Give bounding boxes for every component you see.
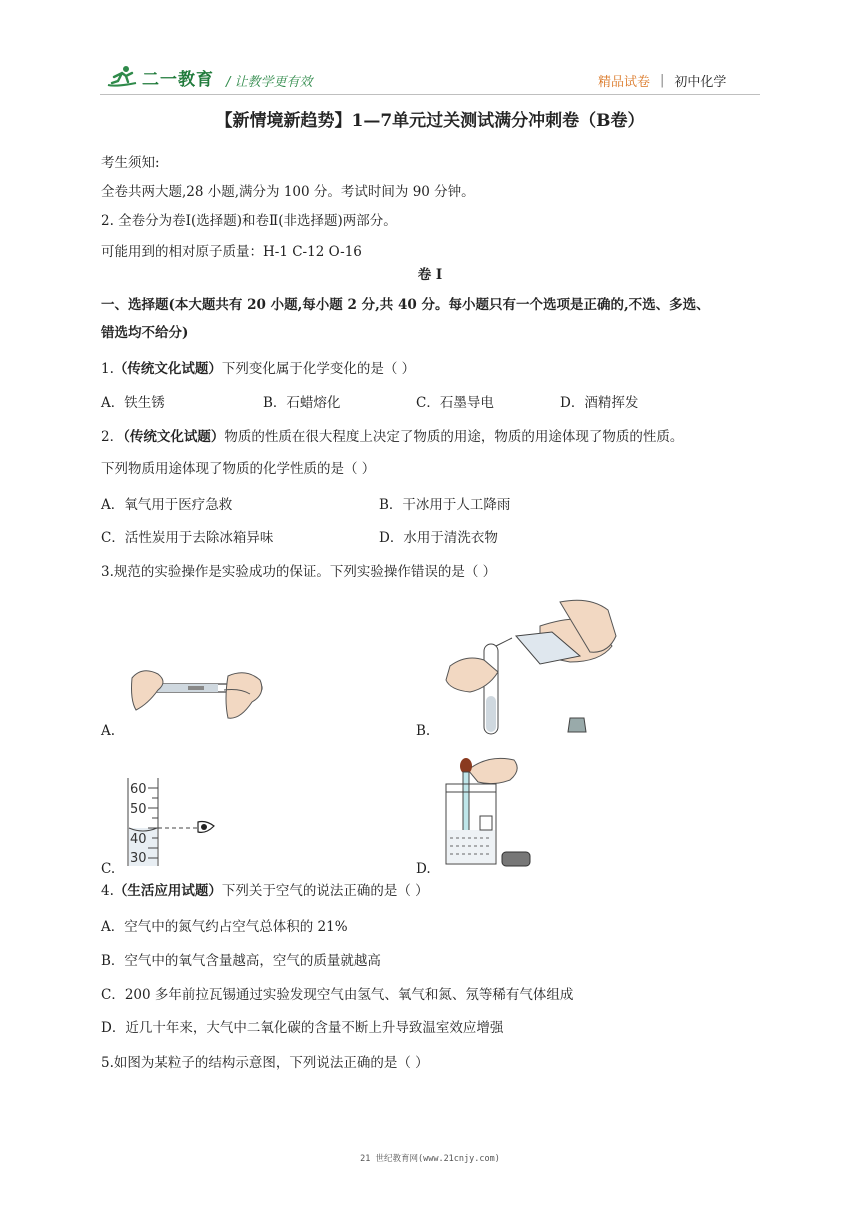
q2-number: 2．	[101, 429, 124, 445]
q4-option-b: B．空气中的氧气含量越高，空气的质量就越高	[101, 953, 381, 969]
q3-label-a: A.	[101, 723, 116, 739]
header-divider	[100, 94, 760, 95]
q4-option-c: C．200 多年前拉瓦锡通过实验发现空气由氢气、氧气和氮、氖等稀有气体组成	[101, 987, 574, 1003]
q3-label-d: D.	[416, 861, 431, 877]
question-5: 5.如图为某粒子的结构示意图，下列说法正确的是（ ）	[101, 1055, 429, 1071]
q2-option-a: A．氧气用于医疗急救	[101, 497, 233, 513]
q2-tag: （传统文化试题）	[123, 429, 225, 445]
q2-option-b: B．干冰用于人工降雨	[379, 497, 511, 513]
q3-figure-c-cylinder-reading	[118, 776, 228, 868]
q4-stem: 下列关于空气的说法正确的是（ ）	[221, 883, 429, 899]
question-3: 3.规范的实验操作是实验成功的保证。下列实验操作错误的是（ ）	[101, 564, 497, 580]
slogan: / 让教学更有效	[226, 75, 313, 90]
subject-label: 初中化学	[674, 75, 727, 90]
q1-option-a: A．铁生锈	[101, 395, 165, 411]
q2-stem-line-2: 下列物质用途体现了物质的化学性质的是（ ）	[101, 461, 376, 477]
notice-line-1: 全卷共两大题,28 小题,满分为 100 分。考试时间为 90 分钟。	[101, 184, 475, 200]
question-1	[101, 360, 415, 378]
paper-title: 【新情境新趋势】1—7单元过关测试满分冲刺卷（B卷）	[215, 111, 645, 131]
q1-tag: （传统文化试题）	[113, 361, 222, 377]
cylinder-tick-60: 60	[130, 782, 147, 797]
notice-heading: 考生须知:	[101, 155, 160, 171]
q2-stem: 物质的性质在很大程度上决定了物质的用途，物质的用途体现了物质的性质。	[224, 429, 684, 445]
volume-label: 卷 Ⅰ	[417, 267, 443, 283]
q3-figure-b-pouring-liquid	[440, 596, 660, 741]
q3-label-b: B.	[416, 723, 431, 739]
q1-option-c: C．石墨导电	[416, 395, 494, 411]
question-2	[101, 428, 683, 446]
paper-tag: 精品试卷	[598, 75, 651, 90]
q4-tag: （生活应用试题）	[113, 883, 222, 899]
q4-number: 4.	[101, 883, 114, 899]
header-separator: |	[660, 73, 665, 88]
notice-line-3: 可能用到的相对原子质量：H-1 C-12 O-16	[101, 244, 362, 260]
q4-option-d: D．近几十年来，大气中二氧化碳的含量不断上升导致温室效应增强	[101, 1020, 504, 1036]
q2-option-d: D．水用于清洗衣物	[379, 530, 498, 546]
logo-text: 二一教育	[142, 69, 214, 90]
q1-stem: 下列变化属于化学变化的是（ ）	[221, 361, 416, 377]
q1-option-b: B．石蜡熔化	[263, 395, 341, 411]
page-footer: 21 世纪教育网(www.21cnjy.com)	[360, 1154, 500, 1164]
cylinder-tick-30: 30	[130, 851, 147, 866]
section-heading-line-1: 一、选择题(本大题共有 20 小题,每小题 2 分,共 40 分。每小题只有一个选项是正确的,不选、多选、	[101, 297, 710, 313]
q3-figure-d-dropper	[438, 756, 558, 872]
runner-logo-icon	[106, 65, 138, 89]
notice-line-2: 2. 全卷分为卷Ⅰ(选择题)和卷Ⅱ(非选择题)两部分。	[101, 213, 397, 229]
question-4	[101, 882, 429, 900]
q3-label-c: C.	[101, 861, 116, 877]
cylinder-tick-50: 50	[130, 802, 147, 817]
q1-number: 1.	[101, 361, 114, 377]
q3-figure-a-test-tube-heating	[128, 660, 268, 724]
q2-option-c: C．活性炭用于去除冰箱异味	[101, 530, 274, 546]
section-heading-line-2: 错选均不给分)	[101, 325, 189, 341]
header-right	[598, 71, 726, 90]
q1-option-d: D．酒精挥发	[560, 395, 639, 411]
q4-option-a: A．空气中的氮气约占空气总体积的 21%	[101, 919, 348, 935]
cylinder-tick-40: 40	[130, 832, 147, 847]
site-logo	[106, 62, 214, 92]
